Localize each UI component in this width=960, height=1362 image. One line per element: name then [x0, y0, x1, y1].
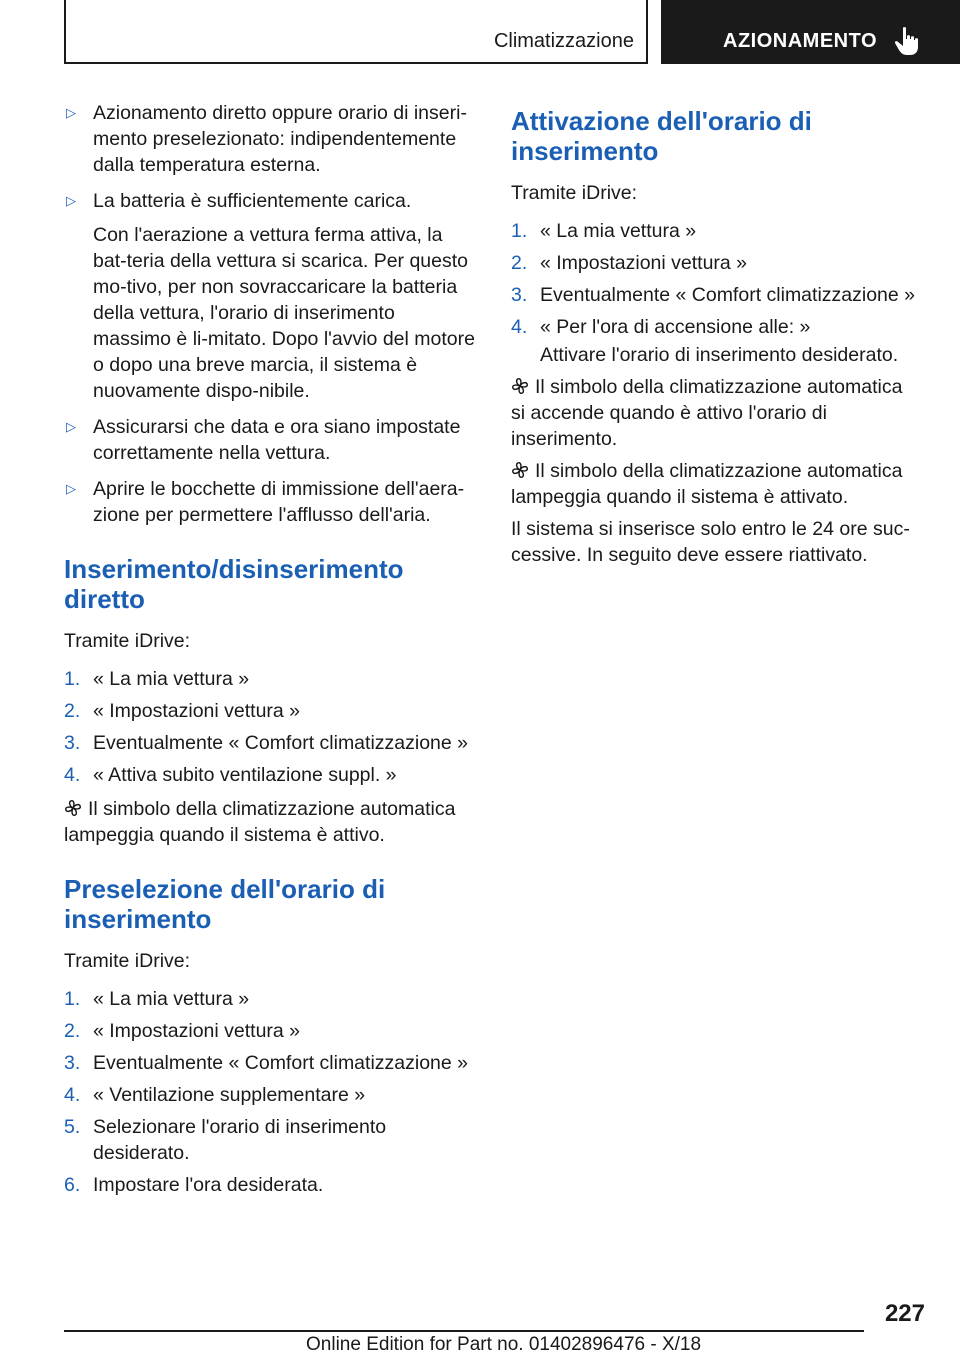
- step-list: [64, 666, 478, 788]
- icon-note-text: Il simbolo della climatizzazione automatica lampeggia quando il sistema è attivo.: [64, 798, 456, 846]
- step-item: [64, 762, 478, 788]
- step-number: 1.: [511, 220, 528, 242]
- intro-text: Tramite iDrive:: [511, 182, 638, 204]
- hand-pointer-icon: [894, 26, 920, 56]
- step-text: Eventualmente « Comfort climatizzazione »: [93, 732, 469, 754]
- page-number: 227: [884, 1300, 925, 1327]
- heading-timer-activation: Attivazione dell'orario di inserimento: [511, 106, 812, 166]
- step-number: 2.: [511, 252, 528, 274]
- step-text: « Impostazioni vettura »: [93, 700, 301, 722]
- left-column: [64, 100, 478, 1206]
- step-number: 1.: [64, 988, 81, 1010]
- bullet-text: Azionamento diretto oppure orario di inseri-mento preselezionato: indipendentemente dalla temperatura esterna.: [93, 102, 467, 176]
- step-item: [64, 1172, 478, 1198]
- heading-direct-activation: Inserimento/disinserimento diretto: [64, 554, 404, 614]
- bullet-item: [64, 476, 478, 528]
- header-section-box: [64, 0, 648, 64]
- step-sub-text: Attivare l'orario di inserimento desiderato.: [540, 344, 899, 366]
- bullet-item: [64, 100, 478, 178]
- icon-note: [511, 374, 921, 452]
- closing-text: Il sistema si inserisce solo entro le 24 ore suc-cessive. In seguito deve essere riattivato.: [511, 518, 910, 566]
- step-number: 2.: [64, 700, 81, 722]
- bullet-text: La batteria è sufficientemente carica.: [93, 190, 412, 212]
- step-number: 1.: [64, 668, 81, 690]
- fan-icon: [511, 377, 529, 395]
- fan-icon: [64, 799, 82, 817]
- step-text: « Attiva subito ventilazione suppl. »: [93, 764, 397, 786]
- footer-edition: Online Edition for Part no. 01402896476 - X/18: [306, 1334, 702, 1355]
- step-number: 3.: [511, 284, 528, 306]
- step-text: Impostare l'ora desiderata.: [93, 1174, 324, 1196]
- step-text: « Per l'ora di accensione alle: »: [540, 316, 811, 338]
- step-item: [64, 1018, 478, 1044]
- step-number: 2.: [64, 1020, 81, 1042]
- header-chapter-box: [661, 0, 960, 64]
- step-item: [511, 282, 921, 308]
- step-text: Selezionare l'orario di inserimento desiderato.: [93, 1116, 387, 1164]
- step-number: 4.: [511, 316, 528, 338]
- intro-text: Tramite iDrive:: [64, 630, 191, 652]
- step-text: Eventualmente « Comfort climatizzazione »: [540, 284, 916, 306]
- step-number: 5.: [64, 1116, 81, 1138]
- icon-note: [511, 458, 921, 510]
- triangle-bullet-icon: ▷: [66, 481, 76, 496]
- step-item: [511, 250, 921, 276]
- intro-text: Tramite iDrive:: [64, 950, 191, 972]
- bullet-text: Con l'aerazione a vettura ferma attiva, la bat-teria della vettura si scarica. Per questo mo-tivo, per non sovraccaricare la batteria della vettura, l'orario di inserimento massimo è li-mitato. Dopo l'avvio del motore o dopo una breve marcia, il sistema è nuovamente dispo-nibile.: [93, 224, 475, 402]
- step-text: « Impostazioni vettura »: [540, 252, 748, 274]
- bullet-list: [64, 100, 478, 528]
- fan-icon: [511, 461, 529, 479]
- step-number: 3.: [64, 732, 81, 754]
- icon-note: [64, 796, 478, 848]
- bullet-item: [64, 188, 478, 404]
- triangle-bullet-icon: ▷: [66, 105, 76, 120]
- icon-note-text: Il simbolo della climatizzazione automatica lampeggia quando il sistema è attivato.: [511, 460, 903, 508]
- right-column: [511, 100, 921, 568]
- heading-preselection: Preselezione dell'orario di inserimento: [64, 874, 386, 934]
- step-item: [64, 986, 478, 1012]
- step-number: 6.: [64, 1174, 81, 1196]
- step-item: [511, 314, 921, 340]
- step-text: Eventualmente « Comfort climatizzazione »: [93, 1052, 469, 1074]
- step-item: [64, 1082, 478, 1108]
- step-text: « La mia vettura »: [540, 220, 697, 242]
- icon-note-text: Il simbolo della climatizzazione automatica si accende quando è attivo l'orario di inserimento.: [511, 376, 903, 450]
- step-number: 3.: [64, 1052, 81, 1074]
- chapter-title: AZIONAMENTO: [723, 30, 878, 52]
- step-list: [64, 986, 478, 1198]
- step-item: [64, 1050, 478, 1076]
- step-item: [511, 218, 921, 244]
- step-text: « La mia vettura »: [93, 668, 250, 690]
- step-item: [64, 730, 478, 756]
- step-item: [64, 698, 478, 724]
- bullet-text: Assicurarsi che data e ora siano impostate correttamente nella vettura.: [93, 416, 461, 464]
- step-text: « Impostazioni vettura »: [93, 1020, 301, 1042]
- section-title: Climatizzazione: [493, 30, 634, 52]
- step-number: 4.: [64, 764, 81, 786]
- bullet-text: Aprire le bocchette di immissione dell'aera-zione per permettere l'afflusso dell'aria.: [93, 478, 465, 526]
- step-item: [64, 666, 478, 692]
- footer-divider: [64, 1330, 864, 1332]
- bullet-item: [64, 414, 478, 466]
- step-text: « Ventilazione supplementare »: [93, 1084, 366, 1106]
- step-number: 4.: [64, 1084, 81, 1106]
- triangle-bullet-icon: ▷: [66, 193, 76, 208]
- step-item: [64, 1114, 478, 1166]
- step-list: [511, 218, 921, 340]
- step-text: « La mia vettura »: [93, 988, 250, 1010]
- triangle-bullet-icon: ▷: [66, 419, 76, 434]
